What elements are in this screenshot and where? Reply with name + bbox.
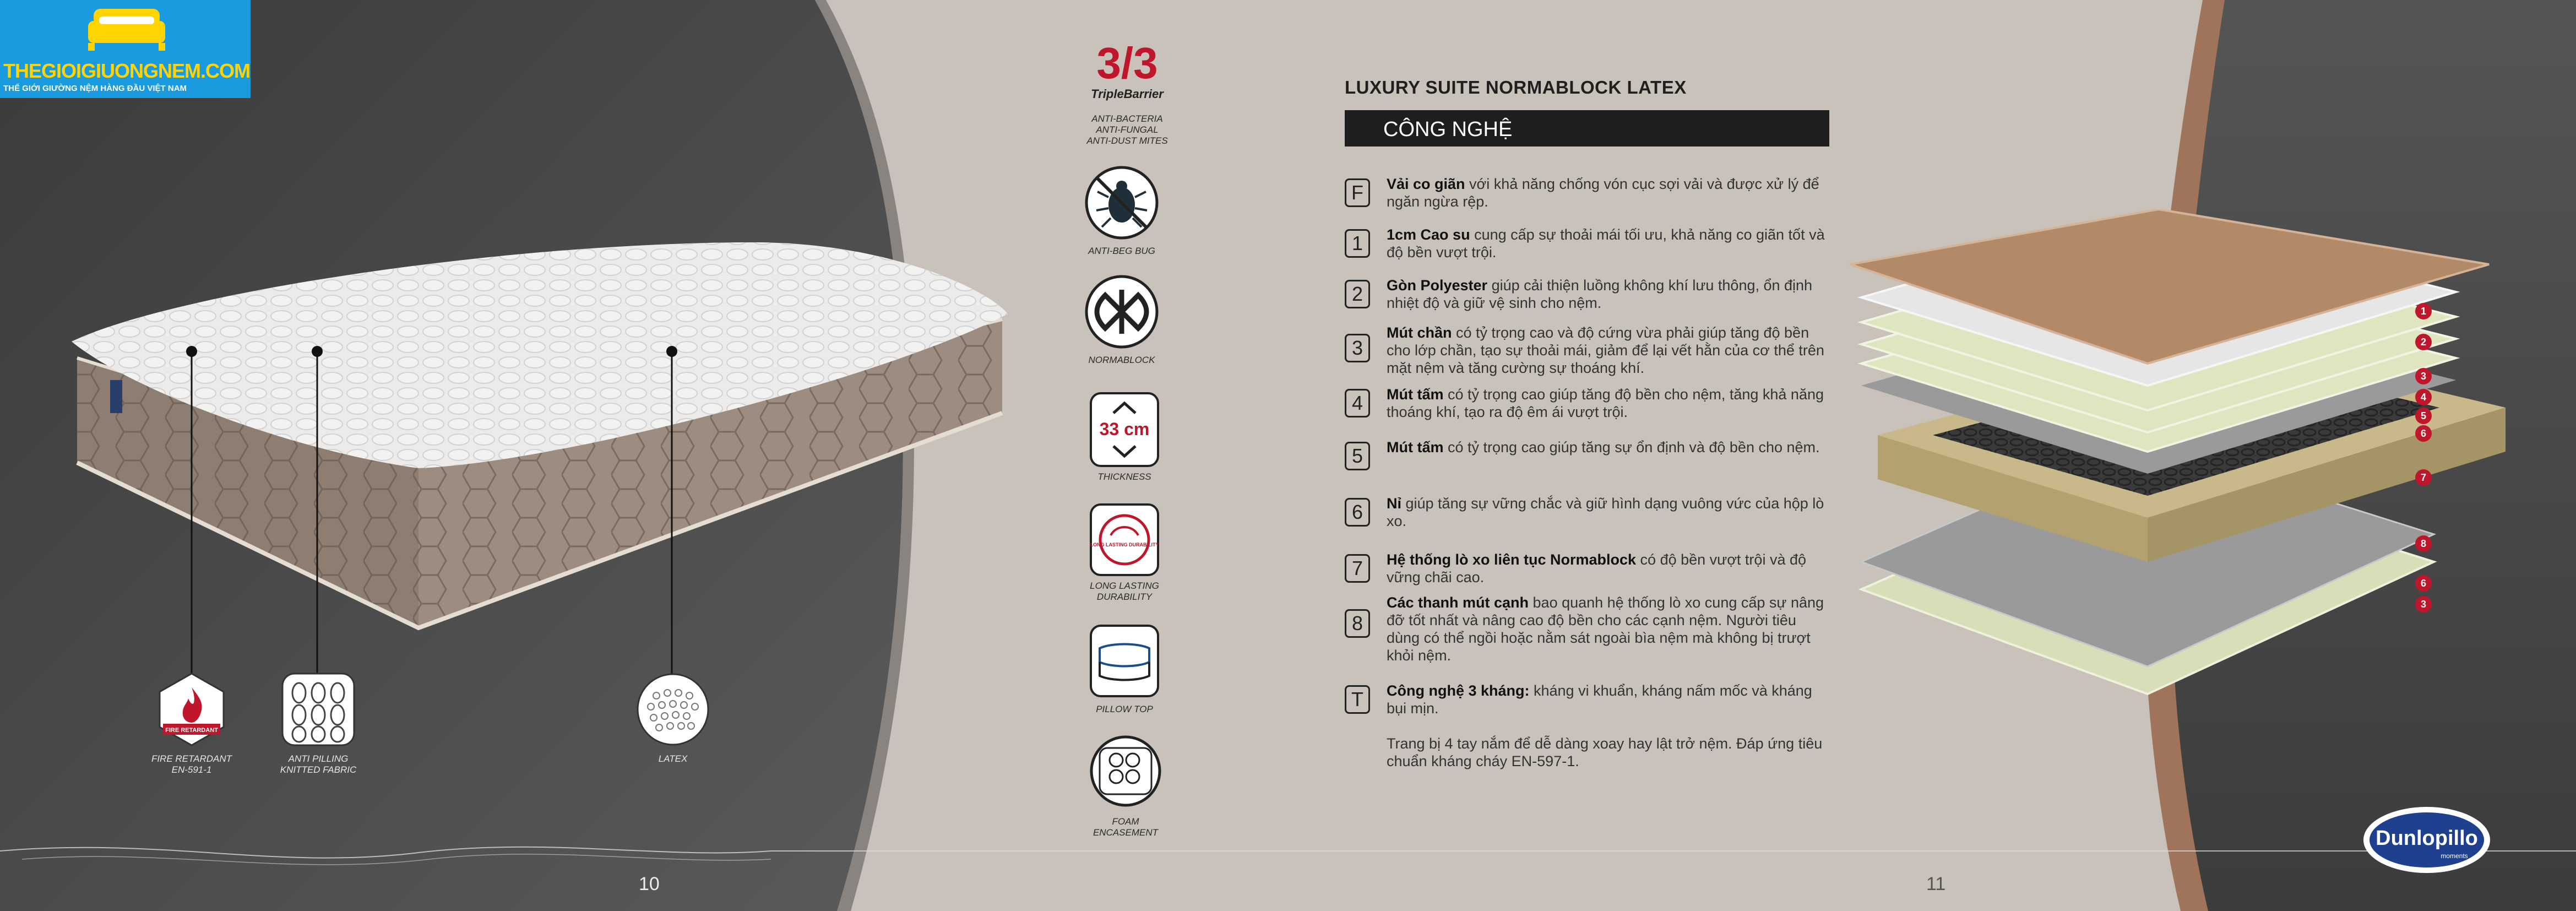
item-text [1387,438,1829,456]
dunlopillo-logo[interactable] [2361,804,2493,876]
item-desc: cung cấp sự thoải mái tối ưu, khả năng co giãn tốt và độ bền vượt trội. [1387,226,1825,261]
caption-line: ENCASEMENT [1093,827,1159,838]
caption-line: ANTI-BACTERIA [1091,113,1163,124]
item-marker: 5 [1345,442,1370,470]
item-bold: Mút chần [1387,324,1452,341]
dunlopillo-sub: moments [2441,852,2468,860]
item-marker: 3 [1345,334,1370,362]
item-desc: có tỷ trọng cao giúp tăng sự ổn định và độ bền cho nệm. [1443,439,1820,456]
durability-icon [1089,502,1160,577]
knitted-fabric-icon [280,671,357,748]
normablock-caption [1039,355,1204,366]
foam-encasement-icon [1089,733,1162,810]
item-desc: giúp cải thiện luồng không khí lưu thông, ổn định nhiệt độ và giữ vệ sinh cho nệm. [1387,277,1813,311]
layer-callout: 6 [2415,425,2432,442]
item-text [1387,324,1829,377]
latex-icon [634,671,711,748]
pillow-top-icon [1089,623,1160,698]
anti-bed-bug-icon [1083,164,1160,241]
item-desc: bao quanh hệ thống lò xo cung cấp sự nâng đỡ tốt nhất và nâng cao độ bền cho các cạnh nệm. Người tiêu dùng có thể ngồi hoặc nằm sát ngoài bìa nệm mà không bị trượt khỏi nệm. [1387,594,1824,664]
caption-line: LONG LASTING [1090,581,1159,591]
item-bold: Mút tấm [1387,386,1444,403]
section-heading-bar [1345,110,1829,147]
dunlopillo-wordmark: Dunlopillo [2376,827,2478,850]
item-marker: 6 [1345,498,1370,527]
anti-bed-bug-caption [1039,246,1204,257]
triple-barrier-name: TripleBarrier [1091,87,1164,101]
layer-callout: 4 [2415,389,2432,405]
item-bold: Công nghệ 3 kháng: [1387,682,1530,699]
callout-lines [0,0,771,716]
thickness-value: 33 cm [1099,419,1150,439]
caption-line: FOAM [1112,816,1139,827]
fire-retardant-label: FIRE RETARDANT [165,727,218,734]
product-title: LUXURY SUITE NORMABLOCK LATEX [1345,77,1687,97]
normablock-icon [1083,273,1160,350]
item-marker: 1 [1345,229,1370,258]
caption-line: PILLOW TOP [1096,704,1153,714]
item-desc: có tỷ trọng cao và độ cứng vừa phải giúp tăng độ bền cho lớp chần, tạo sự thoải mái, giảm để lại vết hằn của cơ thể trên mặt nệm và tăng cường sự thoáng khí. [1387,324,1824,376]
layer-callout: 5 [2415,408,2432,424]
thickness-caption [1042,471,1207,482]
brand-tagline: THẾ GIỚI GIƯỜNG NỆM HÀNG ĐẦU VIỆT NAM [3,84,187,93]
item-text [1387,495,1829,530]
triple-barrier-caption [1045,113,1210,147]
item-desc: giúp tăng sự vững chắc và giữ hình dạng vuông vức của hộp lò xo. [1387,495,1824,529]
item-desc: với khả năng chống vón cục sợi vải và được xử lý để ngăn ngừa rệp. [1387,176,1819,210]
layer-callout: 8 [2415,535,2432,552]
section-heading: CÔNG NGHỆ [1383,118,1513,141]
durability-caption [1042,581,1207,603]
caption-line: FIRE RETARDANT [151,753,232,764]
caption-line: ANTI-DUST MITES [1086,135,1168,146]
durability-seal-text: LONG LASTING DURABILITY [1090,542,1159,547]
caption-line: THICKNESS [1097,471,1151,482]
item-bold: Mút tấm [1387,439,1444,456]
item-bold: Gòn Polyester [1387,277,1488,294]
caption-line: DURABILITY [1096,592,1153,602]
item-marker: T [1345,685,1370,714]
thickness-icon [1089,391,1160,468]
triple-barrier-mark: 3/3 [1096,41,1158,88]
item-bold: Vải co giãn [1387,176,1465,192]
item-marker: F [1345,178,1370,207]
item-text [1387,594,1829,664]
page-number-right: 11 [1926,874,1946,894]
item-text [1387,551,1829,586]
item-desc: có tỷ trọng cao giúp tăng độ bền cho nệm, tăng khả năng thoáng khí, tạo ra độ êm ái vượt trội. [1387,386,1824,420]
layer-callout: 1 [2415,303,2432,319]
layer-callout: 2 [2415,334,2432,350]
item-marker: 4 [1345,389,1370,417]
layer-callout: 7 [2415,469,2432,486]
item-marker: 8 [1345,609,1370,638]
caption-line: LATEX [658,753,688,764]
item-marker: 2 [1345,280,1370,308]
extra-note-text: Trang bị 4 tay nắm để dễ dàng xoay hay lật trở nệm. Đáp ứng tiêu chuẩn kháng cháy EN-597-1. [1387,735,1823,769]
exploded-layers-image [1839,209,2522,716]
item-text [1387,682,1829,717]
caption-line: ANTI-BEG BUG [1088,246,1155,256]
item-marker: 7 [1345,554,1370,583]
pillow-top-caption [1042,704,1207,715]
item-bold: Các thanh mút cạnh [1387,594,1529,611]
latex-caption [590,753,756,764]
item-bold: 1cm Cao su [1387,226,1470,243]
caption-line: KNITTED FABRIC [280,764,357,775]
item-text [1387,175,1829,210]
triple-barrier-icon [1080,41,1174,101]
caption-line: EN-591-1 [171,764,212,775]
item-desc: kháng vi khuẩn, kháng nấm mốc và kháng bụi mịn. [1387,682,1812,717]
foam-encasement-caption [1043,816,1208,838]
caption-line: ANTI PILLING [288,753,349,764]
item-bold: Nỉ [1387,495,1401,512]
fire-retardant-icon [153,671,230,748]
item-bold: Hệ thống lò xo liên tục Normablock [1387,551,1637,568]
page-number-left: 10 [639,874,660,894]
layer-callout: 6 [2415,575,2432,592]
item-text [1387,226,1829,261]
layer-callout: 3 [2415,368,2432,384]
layer-callout: 3 [2415,596,2432,612]
caption-line: NORMABLOCK [1088,355,1155,365]
item-text [1387,276,1829,312]
item-text [1387,386,1829,421]
caption-line: ANTI-FUNGAL [1096,124,1159,135]
knitted-fabric-caption [236,753,401,776]
item-desc: có độ bền vượt trội và độ vững chãi cao. [1387,551,1806,585]
brand-name: THEGIOIGIUONGNEM.COM [3,59,250,82]
